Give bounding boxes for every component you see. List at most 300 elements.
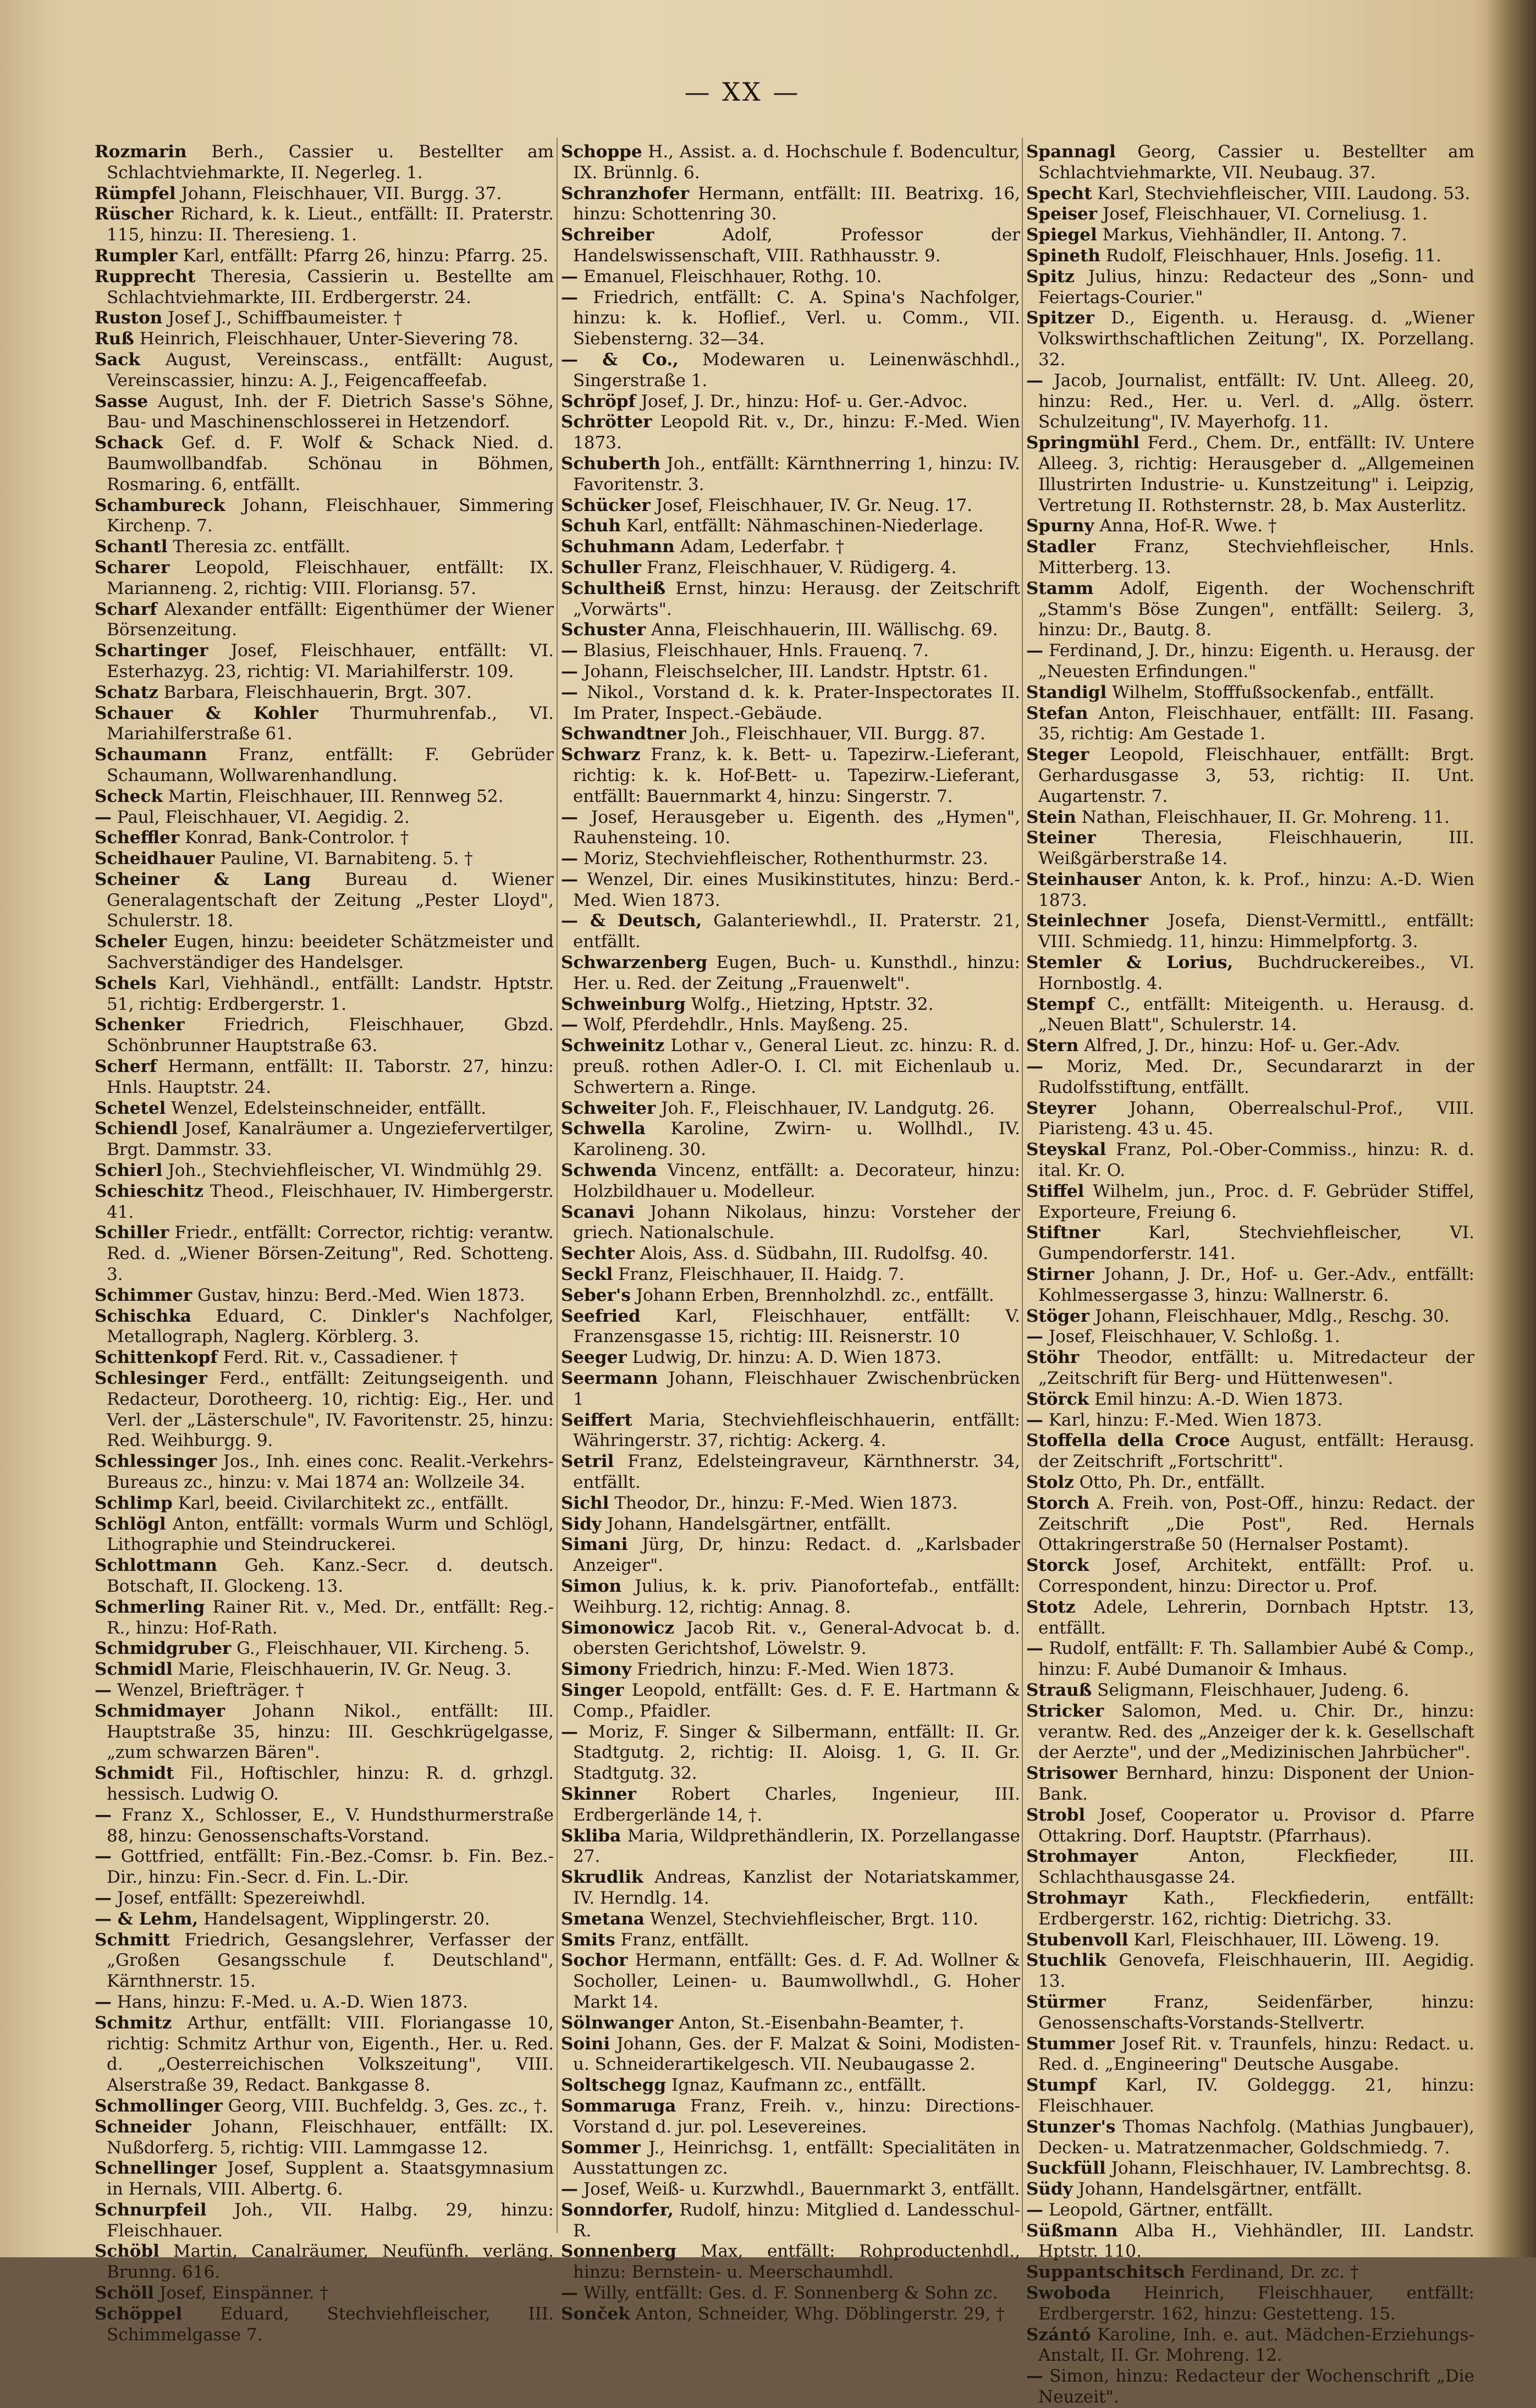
entry-text: Johann Nikol., entfällt: III. Hauptstraße 35, hinzu: III. Geschkrügelgasse, „zum schwarzen Bären". [107,1701,554,1763]
directory-entry [1026,2366,1474,2408]
entry-text: Eduard, C. Dinkler's Nachfolger, Metallograph, Naglerg. Körblerg. 3. [107,1306,554,1347]
directory-entry [1026,1036,1474,1057]
entry-text: Adam, Lederfabr. † [680,537,844,557]
entry-text: Karl, beeid. Civilarchitekt zc., entfällt. [178,1493,509,1513]
directory-entry [561,807,1020,849]
entry-name: Steger [1026,745,1089,765]
entry-text: Barbara, Fleischhauerin, Brgt. 307. [163,682,472,702]
entry-text: Fil., Hoftischler, hinzu: R. d. grhzgl. hessisch. Ludwig O. [107,1763,554,1804]
entry-name: Storck [1026,1555,1089,1576]
entry-name: Schnurpfeil [95,2200,207,2220]
entry-name: Sichl [561,1493,609,1513]
entry-text: Ferdinand, J. Dr., hinzu: Eigenth. u. Herausg. der „Neuesten Erfindungen." [1038,641,1475,681]
entry-text: Bernhard, hinzu: Disponent der Union-Bank. [1038,1763,1475,1804]
directory-entry [95,1701,554,1763]
entry-name: Stunzer's [1026,2116,1116,2137]
entry-text: August, entfällt: Herausg. der Zeitschrift „Fortschritt". [1038,1431,1474,1472]
entry-name: Südy [1026,2179,1073,2200]
entry-text: Paul, Fleischhauer, VI. Aegidig. 2. [117,807,410,827]
entry-name: Stolz [1026,1472,1074,1492]
entry-name: Simani [561,1535,628,1555]
entry-text: Nathan, Fleischhauer, II. Gr. Mohreng. 11. [1081,807,1450,827]
entry-name: Schwandtner [561,724,686,744]
entry-text: Ernst, hinzu: Herausg. der Zeitschrift „Vorwärts". [573,578,1020,619]
entry-text: Georg, Cassier u. Bestellter am Schlachtviehmarkte, VII. Neubaug. 37. [1038,142,1474,183]
entry-text: Georg, VIII. Buchfeldg. 3, Ges. zc., †. [228,2096,548,2116]
entry-name: Schlessinger [95,1452,217,1472]
entry-text: Hermann, entfällt: II. Taborstr. 27, hinzu: Hnls. Hauptstr. 24. [107,1057,554,1097]
directory-entry [561,1909,1020,1930]
entry-text: Hermann, entfällt: III. Beatrixg. 16, hinzu: Schottenring 30. [573,183,1020,224]
entry-name: Simonowicz [561,1618,674,1638]
entry-name: Steiner [1026,828,1096,848]
entry-name: Schieschitz [95,1181,203,1201]
entry-name: — [95,1846,112,1867]
directory-entry [561,1348,1020,1368]
directory-entry [95,1888,554,1909]
entry-name: Schuller [561,557,641,578]
entry-name: — [95,807,112,827]
directory-entry [561,2283,1020,2304]
entry-name: Schmollinger [95,2096,223,2116]
entry-name: Schimmer [95,1285,192,1305]
entry-name: Spurny [1026,516,1094,536]
page-number: — XX — [684,77,801,107]
entry-text: Josef, J. Dr., hinzu: Hof- u. Ger.-Advoc. [641,391,968,411]
entry-text: Adele, Lehrerin, Dornbach Hptstr. 13, entfällt. [1038,1597,1474,1638]
column-middle [561,142,1021,2324]
entry-name: Sasse [95,391,148,411]
entry-name: Spitz [1026,266,1075,287]
entry-name: Sidy [561,1514,602,1534]
directory-entry [95,1057,554,1098]
entry-text: Josef, Herausgeber u. Eigenth. des „Hymen", Rauhensteing. 10. [573,807,1020,848]
directory-entry [95,392,554,433]
directory-entry [561,579,1020,620]
directory-entry [561,1950,1020,2013]
entry-name: Rümpfel [95,183,176,204]
entry-text: Anton, Fleckfieder, III. Schlachthausgasse 24. [1038,1846,1474,1888]
directory-entry [95,2200,554,2242]
entry-text: Hermann, entfällt: Ges. d. F. Ad. Wollner & Socholler, Leinen- u. Baumwollwhdl., G. Hoher Markt 14. [573,1950,1021,2012]
entry-text: Josef Rit. v. Traunfels, hinzu: Redact. u. Red. d. „Engineering" Deutsche Ausgabe. [1038,2033,1474,2075]
entry-name: Sack [95,349,140,370]
directory-entry [561,350,1020,392]
directory-entry [561,2138,1020,2180]
directory-entry [1026,2221,1474,2263]
entry-name: Specht [1026,183,1092,204]
directory-entry [1026,994,1474,1036]
entry-name: Stiffel [1026,1181,1084,1201]
directory-entry [561,1618,1020,1660]
entry-text: Josef, Cooperator u. Provisor d. Pfarre Ottakring. Dorf. Hauptstr. (Pfarrhaus). [1038,1805,1474,1846]
directory-entry [95,870,554,932]
entry-text: Karl, entfällt: Nähmaschinen-Niederlage. [626,516,984,536]
entry-text: Johann Erben, Brennholzhdl. zc., entfällt. [636,1285,994,1305]
entry-name: Spiegel [1026,225,1097,245]
entry-name: — [95,1888,112,1908]
entry-name: — [95,1805,112,1825]
entry-text: Johann Nikolaus, hinzu: Vorsteher der griech. Nationalschule. [573,1202,1020,1243]
entry-name: Schuhmann [561,537,675,557]
entry-text: Jacob, Journalist, entfällt: IV. Unt. Alleeg. 20, hinzu: Red., Her. u. Verl. d. „Allg. österr. Schulzeitung", IV. Mayerhofg. 11. [1038,370,1474,432]
entry-text: Rudolf, Fleischhauer, Hnls. Josefig. 11. [1105,245,1441,266]
entry-name: Schöbl [95,2241,159,2262]
directory-entry [561,1410,1020,1452]
entry-text: Heinrich, Fleischhauer, entfällt: Erdbergerstr. 162, hinzu: Gestetteng. 15. [1038,2283,1474,2324]
entry-text: Wilhelm, Stofffußsockenfab., entfällt. [1112,682,1435,702]
entry-text: Franz, Freih. v., hinzu: Directions-Vorstand d. jur. pol. Lesevereines. [573,2096,1020,2137]
entry-name: Scanavi [561,1202,635,1222]
directory-entry [561,1680,1020,1722]
entry-name: Scheidhauer [95,849,215,869]
entry-name: Sochor [561,1950,628,1971]
directory-entry [561,1514,1020,1535]
directory-entry [1026,1763,1474,1805]
entry-name: Skrudlik [561,1867,643,1888]
entry-text: Wenzel, Dir. eines Musikinstitutes, hinzu: Berd.-Med. Wien 1873. [573,869,1020,910]
entry-name: Simon [561,1576,622,1596]
entry-name: Schierl [95,1161,163,1181]
directory-entry [95,2096,554,2117]
entry-text: Modewaren u. Leinenwäschhdl., Singerstraße 1. [573,349,1021,391]
entry-text: Anna, Fleischhauerin, III. Wällischg. 69. [651,620,998,640]
entry-text: Josef, entfällt: Spezereiwhdl. [117,1888,366,1908]
entry-name: Seefried [561,1306,641,1326]
entry-text: Rudolf, entfällt: F. Th. Sallambier Aubé & Comp., hinzu: F. Aubé Dumanoir & Imhaus. [1038,1639,1474,1680]
directory-entry [561,641,1020,662]
directory-entry [95,537,554,558]
entry-text: Seligmann, Fleischhauer, Judeng. 6. [1097,1680,1410,1700]
entry-name: — [1026,1327,1043,1347]
entry-text: Johann, Fleischhauer, Simmering Kirchenp. 7. [107,495,554,536]
entry-text: Franz, Edelsteingraveur, Kärnthnerstr. 34, entfällt. [573,1452,1020,1492]
entry-text: Wolfg., Hietzing, Hptstr. 32. [691,994,934,1014]
entry-text: Karl, Stechviehfleischer, VIII. Laudong. 53. [1097,183,1471,204]
directory-entry [1026,2262,1474,2283]
entry-text: Anton, St.-Eisenbahn-Beamter, †. [679,2013,965,2033]
directory-entry [95,558,554,600]
entry-name: Schwarz [561,745,641,765]
entry-text: Rainer Rit. v., Med. Dr., entfällt: Reg.-R., hinzu: Hof-Rath. [107,1597,554,1638]
entry-name: Störck [1026,1389,1089,1409]
directory-entry [95,683,554,703]
entry-text: Richard, k. k. Lieut., entfällt: II. Praterstr. 115, hinzu: II. Theresieng. 1. [107,204,554,245]
entry-name: Schischka [95,1306,192,1326]
entry-name: Singer [561,1680,624,1700]
entry-name: — [561,1722,578,1742]
directory-entry [1026,953,1474,994]
directory-entry [561,558,1020,579]
directory-entry [561,496,1020,516]
entry-name: Simony [561,1659,632,1680]
directory-entry [1026,1472,1474,1493]
column-right [1026,142,1475,2407]
directory-entry [95,1514,554,1556]
entry-name: — [561,2283,578,2303]
directory-entry [95,1493,554,1514]
entry-text: J., Heinrichsg. 1, entfällt: Specialitäten in Ausstattungen zc. [573,2137,1021,2179]
entry-text: Salomon, Med. u. Chir. Dr., hinzu: verantw. Red. des „Anzeiger der k. k. Gesellschaft der Aerzte", und der „Medizinischen Jahrbücher". [1038,1701,1474,1763]
entry-name: Skliba [561,1826,621,1846]
directory-entry [1026,1888,1474,1930]
entry-name: Schiendl [95,1119,178,1139]
directory-entry [95,1161,554,1181]
directory-entry [1026,1410,1474,1431]
entry-text: Theresia, Cassierin u. Bestellte am Schlachtviehmarkte, III. Erdbergerstr. 24. [107,266,554,307]
entry-name: Ruß [95,329,134,349]
directory-entry [95,1555,554,1597]
directory-entry [561,2200,1020,2242]
entry-text: Josef, Fleischhauer, IV. Gr. Neug. 17. [656,495,972,515]
directory-entry [561,267,1020,288]
entry-name: Schultheiß [561,578,666,598]
entry-text: Karoline, Inh. e. aut. Mädchen-Erziehungs-Anstalt, II. Gr. Mohreng. 12. [1038,2324,1475,2366]
directory-entry [1026,1306,1474,1327]
entry-text: Johann, Oberrealschul-Prof., VIII. Piaristeng. 43 u. 45. [1038,1098,1474,1139]
entry-text: Emil hinzu: A.-D. Wien 1873. [1094,1389,1344,1409]
entry-text: Ludwig, Dr. hinzu: A. D. Wien 1873. [632,1348,942,1368]
entry-name: Sommer [561,2137,641,2158]
entry-name: Spannagl [1026,142,1116,162]
directory-entry [561,724,1020,745]
directory-entry [95,329,554,350]
entry-text: Alfred, J. Dr., hinzu: Hof- u. Ger.-Adv. [1084,1036,1401,1056]
entry-text: Pauline, VI. Barnabiteng. 5. † [220,849,473,869]
directory-entry [561,1244,1020,1265]
entry-text: Jürg, Dr, hinzu: Redact. d. „Karlsbader Anzeiger". [573,1535,1020,1576]
entry-name: Schenker [95,1015,185,1035]
directory-entry [1026,1181,1474,1223]
entry-name: Schatz [95,682,158,702]
entry-text: Karl, Fleischhauer, entfällt: V. Franzensgasse 15, richtig: III. Reisnerstr. 10 [573,1306,1020,1347]
entry-text: Theodor, entfällt: u. Mitredacteur der „Zeitschrift für Berg- und Hüttenwesen". [1038,1348,1474,1389]
entry-text: Franz, k. k. Bett- u. Tapezirw.-Lieferant, richtig: k. k. Hof-Bett- u. Tapezirw.-Lieferant, entfällt: Bauernmarkt 4, hinzu: Singerstr. 7. [573,745,1020,806]
entry-name: Scheler [95,932,167,952]
entry-text: Marie, Fleischhauerin, IV. Gr. Neug. 3. [178,1659,512,1680]
entry-name: Scharer [95,557,170,578]
entry-text: G., Fleischhauer, VII. Kircheng. 5. [236,1639,530,1659]
entry-text: Theresia zc. entfällt. [173,537,350,557]
directory-entry [561,1452,1020,1493]
entry-name: Schuberth [561,453,660,474]
entry-name: Schwenda [561,1161,657,1181]
entry-name: Rupprecht [95,266,196,287]
directory-entry [1026,246,1474,267]
directory-entry [1026,371,1474,433]
directory-entry [561,994,1020,1015]
directory-entry [561,1659,1020,1680]
directory-entry [561,454,1020,496]
entry-text: Alba H., Viehhändler, III. Landstr. Hptstr. 110. [1038,2220,1474,2262]
directory-entry [1026,2325,1474,2367]
entry-name: Szántó [1026,2324,1091,2345]
directory-entry [1026,1930,1474,1951]
directory-entry [1026,579,1474,641]
entry-text: Ferd., Chem. Dr., entfällt: IV. Untere Alleeg. 3, richtig: Herausgeber d. „Allgemeinen Illustrirten Industrie- u. Kunstzeitung" i. Leipzig, Vertretung II. Rothsternstr. 28, b. Max Austerlitz. [1038,433,1475,515]
entry-text: Josef, Fleischhauer, entfällt: VI. Esterhazyg. 23, richtig: VI. Mariahilferstr. 109. [107,641,554,681]
entry-name: Schücker [561,495,651,515]
entry-text: August, Inh. der F. Dietrich Sasse's Söhne, Bau- und Maschinenschlosserei in Hetzendorf. [107,391,554,432]
entry-name: Suckfüll [1026,2158,1106,2179]
entry-text: Thurmuhrenfab., VI. Mariahilferstraße 61. [107,703,554,744]
directory-entry [95,787,554,807]
entry-name: Steinlechner [1026,911,1149,931]
entry-name: Schmidgruber [95,1639,232,1659]
entry-name: Spineth [1026,245,1100,266]
directory-entry [95,1285,554,1306]
directory-entry [561,2241,1020,2283]
directory-entry [561,849,1020,870]
entry-text: Emanuel, Fleischhauer, Rothg. 10. [583,266,882,287]
entry-text: Alois, Ass. d. Südbahn, III. Rudolfsg. 40. [640,1244,989,1264]
entry-text: Max, entfällt: Rohproductenhdl., hinzu: Bernstein- u. Meerschaumhdl. [573,2241,1020,2283]
directory-entry [1026,1701,1474,1763]
entry-name: Stempf [1026,994,1095,1014]
entry-text: Karl, Stechviehfleischer, VI. Gumpendorferstr. 141. [1038,1223,1474,1264]
entry-name: Stricker [1026,1701,1104,1721]
entry-name: Spitzer [1026,308,1094,328]
entry-text: Ferdinand, Dr. zc. † [1190,2262,1359,2283]
directory-entry [95,1015,554,1057]
entry-name: Storch [1026,1493,1090,1513]
entry-text: Eduard, Stechviehfleischer, III. Schimmelgasse 7. [107,2303,554,2345]
directory-entry [95,184,554,205]
directory-entry [1026,807,1474,828]
entry-text: Johann, Ges. der F. Malzat & Soini, Modisten- u. Schneiderartikelgesch. VII. Neubaugasse 2. [573,2033,1020,2075]
directory-entry [561,288,1020,350]
directory-entry [95,600,554,641]
directory-entry [95,641,554,683]
entry-text: Johann, Handelsgärtner, entfällt. [607,1514,891,1534]
entry-name: Sonndorfer, [561,2200,674,2220]
directory-entry [1026,1098,1474,1140]
directory-entry [561,1722,1020,1784]
entry-text: Moriz, F. Singer & Silbermann, entfällt: II. Gr. Stadtgutg. 2, richtig: II. Aloisg. 1, G. II. Gr. Stadtgutg. 32. [573,1722,1020,1784]
directory-entry [95,1597,554,1639]
entry-name: Stummer [1026,2033,1115,2054]
directory-entry [95,1181,554,1223]
entry-text: August, Vereinscass., entfällt: August, Vereinscassier, hinzu: A. J., Feigencaffeefab. [107,349,554,391]
entry-name: Schiller [95,1223,169,1243]
entry-text: Friedrich, hinzu: F.-Med. Wien 1873. [637,1659,955,1680]
entry-text: Ferd., entfällt: Zeitungseigenth. und Redacteur, Dorotheerg. 10, richtig: Eig., Her. und Verl. der „Lästerschule", IV. Favoritenstr. 25, hinzu: Red. Weihburgg. 9. [107,1368,554,1451]
directory-entry [95,1452,554,1493]
directory-entry [561,2096,1020,2138]
entry-name: — [1026,1057,1043,1077]
entry-name: Stein [1026,807,1076,827]
entry-name: — [561,849,578,869]
directory-entry [561,1036,1020,1098]
entry-name: Schambureck [95,495,225,515]
entry-text: Geh. Kanz.-Secr. d. deutsch. Botschaft, II. Glockeng. 13. [107,1555,554,1596]
directory-entry [95,974,554,1015]
directory-entry [95,1909,554,1930]
entry-text: Handelsagent, Wipplingerstr. 20. [203,1909,490,1929]
directory-entry [95,2304,554,2346]
entry-text: Josef, Kanalräumer a. Ungeziefervertilger, Brgt. Dammstr. 33. [107,1119,554,1160]
entry-text: Josef, Supplent a. Staatsgymnasium in Hernals, VIII. Albertg. 6. [107,2158,554,2200]
entry-name: Schauer & Kohler [95,703,318,723]
entry-text: Josef, Fleischhauer, V. Schloßg. 1. [1048,1327,1340,1347]
entry-name: Scheiner & Lang [95,869,311,889]
entry-text: Leopold, Gärtner, entfällt. [1048,2200,1274,2220]
directory-entry [95,1805,554,1847]
entry-name: Steyskal [1026,1140,1106,1160]
directory-entry [95,2158,554,2200]
directory-entry [561,412,1020,454]
directory-entry [1026,1389,1474,1410]
directory-entry [95,2013,554,2096]
directory-entry [1026,870,1474,911]
directory-entry [1026,828,1474,870]
entry-text: Josef, Einspänner. † [159,2283,328,2303]
directory-entry [561,870,1020,911]
entry-name: — [561,1015,578,1035]
entry-text: Franz, entfällt. [620,1929,750,1950]
entry-text: Karl, hinzu: F.-Med. Wien 1873. [1048,1410,1323,1430]
directory-entry [95,849,554,870]
entry-name: Stubenvoll [1026,1929,1128,1950]
directory-entry [561,1930,1020,1951]
entry-name: Stöhr [1026,1348,1080,1368]
directory-entry [95,745,554,787]
directory-entry [95,246,554,267]
entry-text: Franz, Fleischhauer, V. Rüdigerg. 4. [646,557,957,578]
entry-name: Rozmarin [95,142,187,162]
entry-name: — [1026,370,1043,391]
entry-text: Arthur, entfällt: VIII. Floriangasse 10, richtig: Schmitz Arthur von, Eigenth., Her. u. Red. d. „Oesterreichischen Volkszeitung", VIII. Alserstraße 39, Redact. Bankgasse 8. [107,2013,554,2096]
directory-entry [561,537,1020,558]
entry-text: Franz, Stechviehfleischer, Hnls. Mitterberg. 13. [1038,537,1474,578]
entry-text: Julius, hinzu: Redacteur des „Sonn- und Feiertags-Courier." [1038,266,1474,307]
directory-entry [561,911,1020,953]
entry-text: Friedrich, Fleischhauer, Gbzd. Schönbrunner Hauptstraße 63. [107,1015,554,1056]
entry-name: Steyrer [1026,1098,1096,1118]
entry-name: Smetana [561,1909,645,1929]
entry-name: — [561,2179,578,2200]
entry-text: Anton, k. k. Prof., hinzu: A.-D. Wien 1873. [1038,869,1474,910]
entry-text: Robert Charles, Ingenieur, III. Erdbergerlände 14, †. [573,1784,1020,1825]
directory-entry [1026,1555,1474,1597]
entry-name: Sechter [561,1244,635,1264]
entry-text: Friedr., entfällt: Corrector, richtig: verantw. Red. d. „Wiener Börsen-Zeitung", Red. Schotteng. 3. [107,1223,554,1285]
entry-name: Stern [1026,1036,1079,1056]
entry-name: Stumpf [1026,2075,1097,2096]
entry-text: Joh., VII. Halbg. 29, hinzu: Fleischhauer. [107,2200,554,2241]
directory-entry [95,204,554,246]
entry-name: — [561,266,578,287]
directory-entry [95,433,554,495]
entry-name: Soltschegg [561,2075,667,2096]
directory-entry [1026,516,1474,537]
entry-name: — [95,1992,112,2012]
entry-text: Anton, Fleischhauer, entfällt: III. Fasang. 35, richtig: Am Gestade 1. [1038,703,1474,744]
directory-entry [561,142,1020,184]
entry-text: Maria, Wildprethändlerin, IX. Porzellangasse 27. [573,1826,1020,1867]
entry-name: Schmitz [95,2013,172,2033]
directory-entry [561,1368,1020,1410]
entry-name: Sölnwanger [561,2013,674,2033]
entry-text: Karl, Viehhändl., entfällt: Landstr. Hptstr. 51, richtig: Erdbergerstr. 1. [107,973,554,1014]
entry-text: Wenzel, Briefträger. † [117,1680,304,1700]
directory-entry [561,745,1020,807]
directory-entry [1026,2283,1474,2325]
directory-entry [95,308,554,329]
entry-name: Scheck [95,786,163,806]
entry-name: — [1026,641,1043,661]
entry-text: Markus, Viehhändler, II. Antong. 7. [1102,225,1407,245]
